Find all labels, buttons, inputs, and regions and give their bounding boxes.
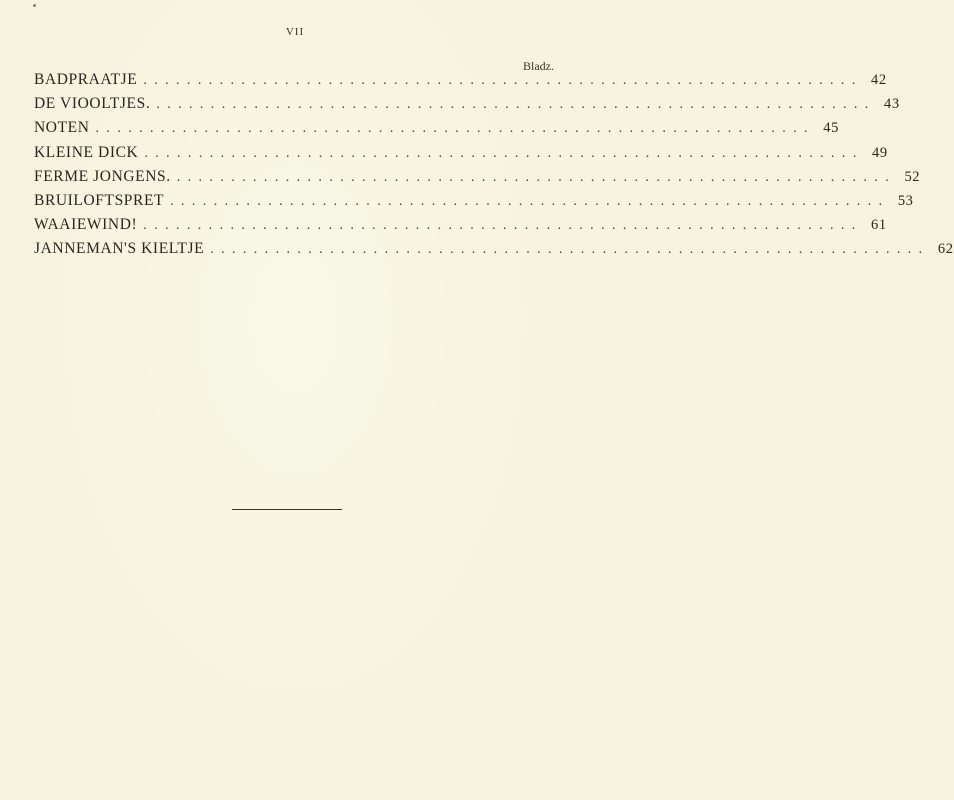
toc-entry — [34, 191, 914, 216]
dot-leader: .................................................................. — [143, 73, 863, 88]
toc-entry-page: 45 — [823, 120, 839, 137]
toc-entry — [34, 216, 887, 240]
toc-entry-title: WAAIEWIND! — [34, 216, 138, 234]
section-divider-rule — [232, 509, 342, 510]
toc-entry-title: KLEINE DICK — [34, 143, 139, 161]
toc-entry-page: 53 — [897, 192, 914, 209]
toc-entry-title: BADPRAATJE — [34, 71, 138, 88]
table-of-contents — [34, 71, 954, 265]
toc-entry — [34, 240, 954, 264]
page-number-roman: VII — [285, 26, 305, 38]
dot-leader: .................................................................. — [143, 218, 863, 234]
dot-leader: .................................................................. — [144, 145, 864, 161]
toc-entry-page: 52 — [904, 168, 921, 185]
toc-entry-page: 49 — [872, 144, 888, 161]
toc-entry-page: 62 — [937, 241, 954, 258]
toc-entry — [34, 143, 888, 168]
toc-entry-title: NOTEN — [34, 119, 90, 137]
toc-entry-title: DE VIOOLTJES. — [34, 95, 151, 113]
dot-leader: .................................................................. — [170, 193, 890, 209]
paper-speck — [33, 4, 36, 7]
toc-entry — [34, 119, 839, 143]
toc-entry-title: JANNEMAN'S KIELTJE — [34, 240, 205, 258]
toc-entry-page: 42 — [871, 72, 887, 88]
toc-entry-page: 61 — [870, 217, 887, 234]
toc-entry-title: BRUILOFTSPRET — [34, 191, 165, 209]
toc-entry-title: FERME JONGENS. — [34, 167, 171, 185]
dot-leader: .................................................................. — [176, 169, 897, 185]
toc-entry — [34, 167, 921, 192]
dot-leader: .................................................................. — [210, 242, 930, 258]
toc-entry — [34, 95, 900, 119]
dot-leader: .................................................................. — [156, 97, 876, 113]
toc-entry — [34, 71, 887, 95]
page-column-label: Bladz. — [523, 59, 554, 73]
dot-leader: .................................................................. — [95, 121, 815, 137]
toc-entry-page: 43 — [884, 96, 900, 113]
